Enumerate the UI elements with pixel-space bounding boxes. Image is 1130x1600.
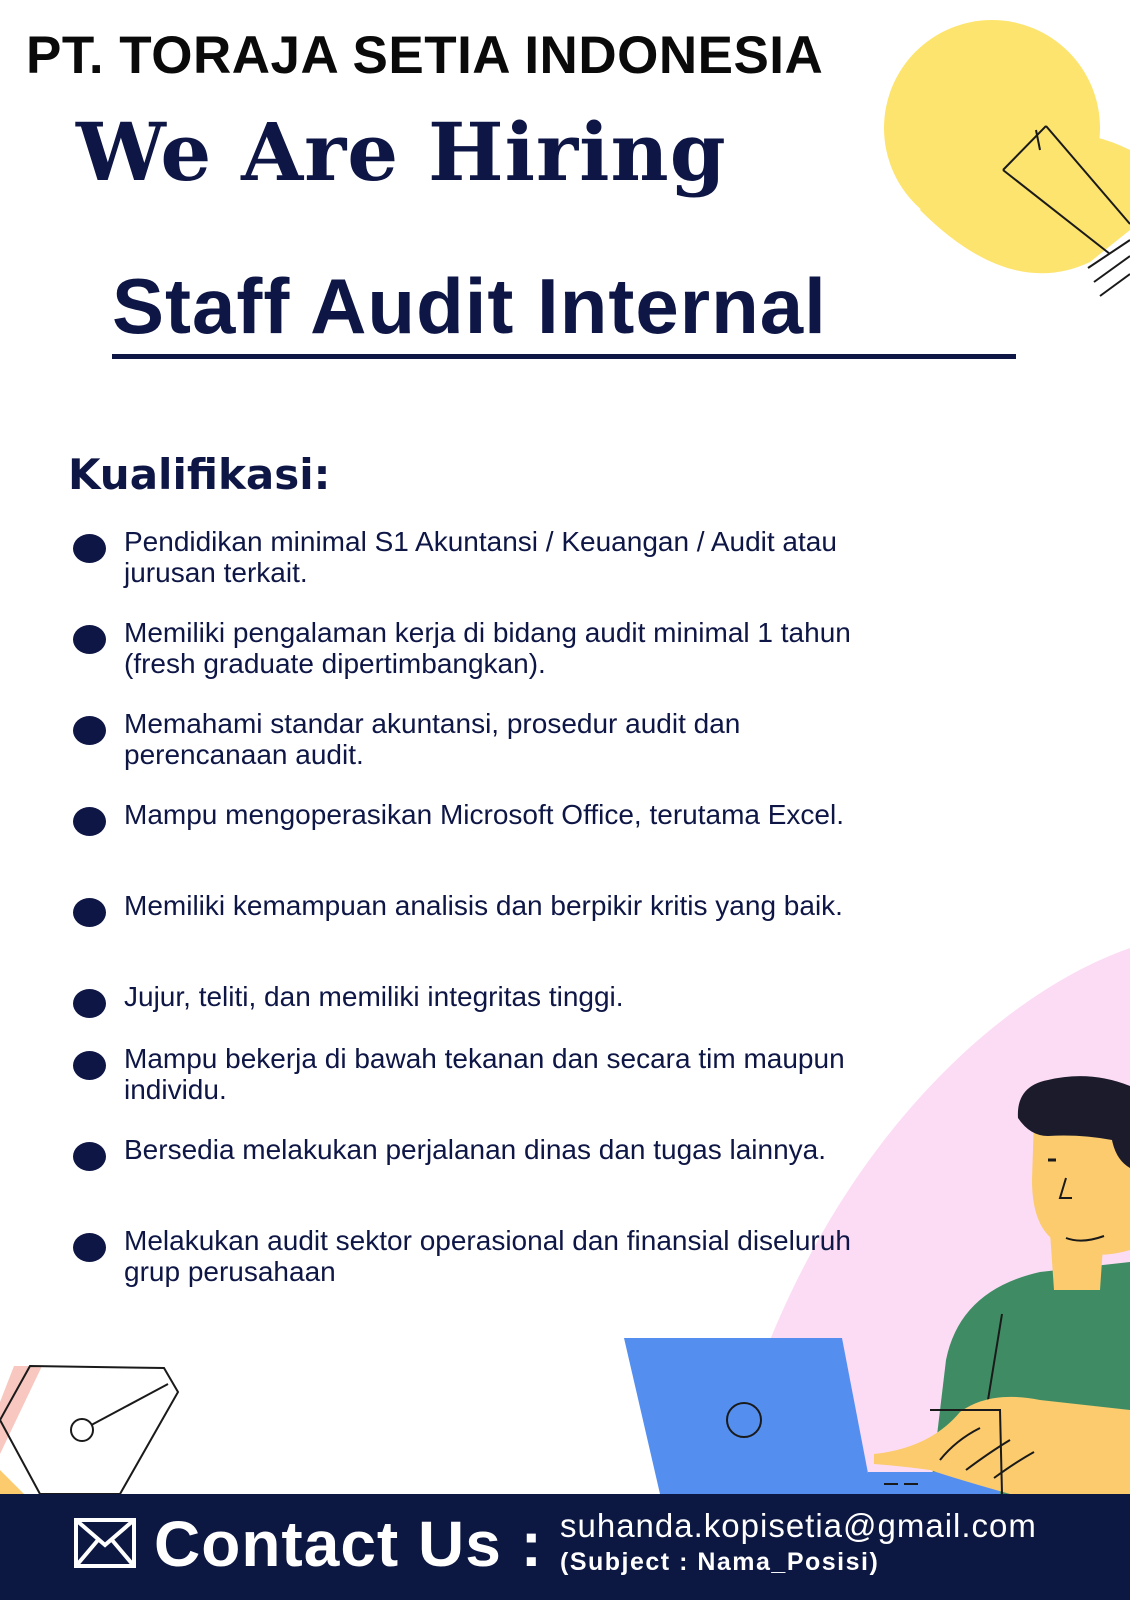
bullet-icon [73,989,106,1018]
bullet-icon [73,1051,106,1080]
position-title: Staff Audit Internal [112,262,827,350]
qualification-text: Memiliki pengalaman kerja di bidang audit minimal 1 tahun (fresh graduate dipertimbangkan). [124,617,851,679]
bullet-icon [73,625,106,654]
mail-icon [74,1518,136,1568]
contact-email-link[interactable]: suhanda.kopisetia@gmail.com [560,1507,1037,1544]
position-underline [112,354,1016,359]
bullet-icon [73,716,106,745]
company-name: PT. TORAJA SETIA INDONESIA [26,26,824,85]
hiring-headline: We Are Hiring [76,105,727,199]
bullet-icon [73,534,106,563]
bullet-icon [73,1142,106,1171]
qualification-text: Mampu mengoperasikan Microsoft Office, terutama Excel. [124,799,845,830]
pen-nib-icon [0,1366,178,1494]
qualification-text: Memahami standar akuntansi, prosedur audit dan perencanaan audit. [124,708,741,770]
qualification-text: Mampu bekerja di bawah tekanan dan secara tim maupun individu. [124,1043,845,1105]
qualifications-heading: Kualifikasi: [68,450,331,499]
contact-label: Contact Us : [154,1508,543,1580]
qualification-text: Pendidikan minimal S1 Akuntansi / Keuangan / Audit atau jurusan terkait. [124,526,837,588]
qualification-text: Bersedia melakukan perjalanan dinas dan tugas lainnya. [124,1134,827,1165]
bullet-icon [73,807,106,836]
light-bulb-icon [884,20,1130,296]
qualification-text: Memiliki kemampuan analisis dan berpikir kritis yang baik. [124,890,843,921]
email-subject-note: (Subject : Nama_Posisi) [560,1548,880,1576]
bullet-icon [73,898,106,927]
qualification-text: Jujur, teliti, dan memiliki integritas tinggi. [124,981,624,1012]
qualification-text: Melakukan audit sektor operasional dan finansial diseluruh grup perusahaan [124,1225,851,1287]
bullet-icon [73,1233,106,1262]
